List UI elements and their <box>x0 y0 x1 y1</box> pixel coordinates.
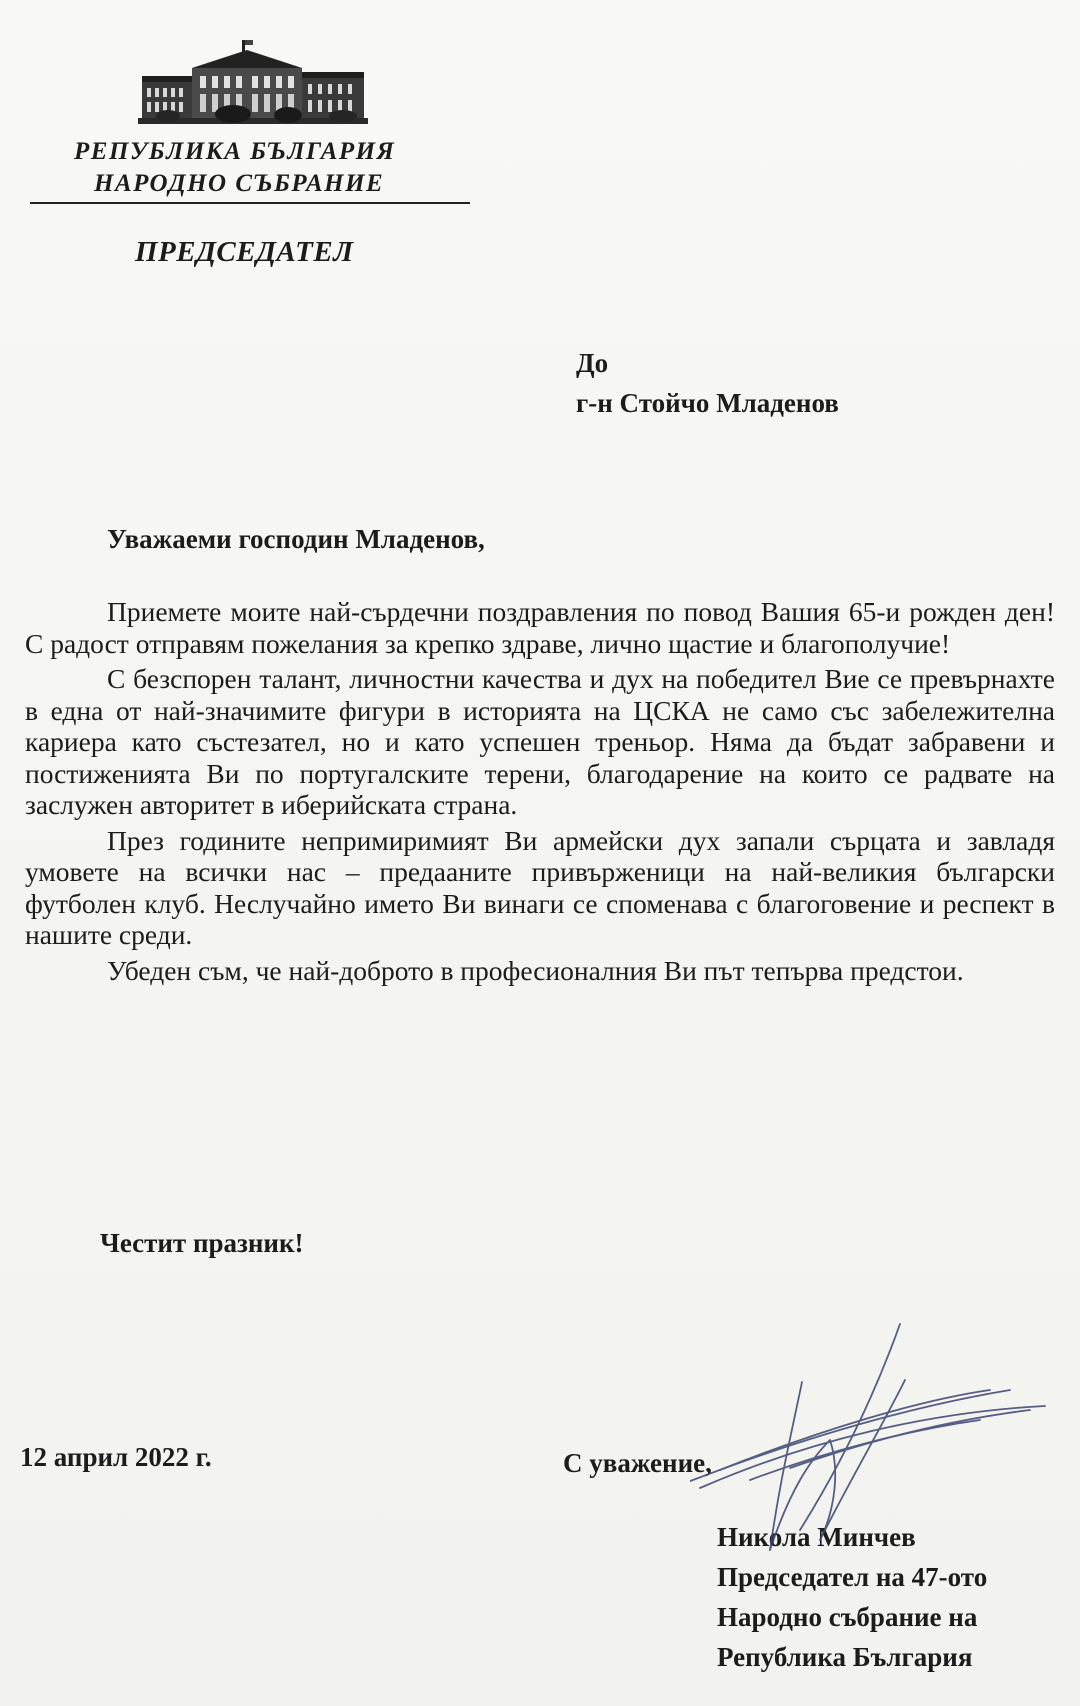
letterhead-institution: НАРОДНО СЪБРАНИЕ <box>94 170 385 197</box>
body-paragraph: През годините непримиримият Ви армейски дух запали сърцата и завладя умовете на всички нас – предаaните привърженици на най-великия български футболен клуб. Неслучайно името Ви винаги се споменава с благоговение и респект в нашите среди. <box>25 824 1055 950</box>
signer-title: Председател на 47-ото <box>717 1562 988 1592</box>
parliament-building-icon <box>138 38 368 130</box>
addressee-name: г-н Стойчо Младенов <box>576 388 839 418</box>
addressee-to: До <box>576 348 609 378</box>
body-paragraph: Приемете моите най-сърдечни поздравления по повод Вашия 65-и рожден ден! С радост отправям пожелания за крепко здраве, лично щастие и благополучие! <box>25 596 1055 659</box>
letterhead-country: РЕПУБЛИКА БЪЛГАРИЯ <box>74 138 396 165</box>
body-paragraph: С безспорен талант, личностни качества и дух на победител Вие се превърнахте в една от най-значимите фигури в историята на ЦСКА не само със забележителна кариера като състезател, но и като успешен треньор. Няма да бъдат забравени и постиженията Ви по португалските терени, благодарение на които се радвате на заслужен авторитет в иберийската страна. <box>25 663 1055 820</box>
letter-date: 12 април 2022 г. <box>20 1442 212 1472</box>
body-paragraph: Убеден съм, че най-доброто в професионалния Ви път тепърва предстои. <box>107 954 964 986</box>
signer-title: Народно събрание на <box>717 1602 978 1632</box>
signer-title: Република България <box>717 1642 973 1672</box>
salutation: Уважаеми господин Младенов, <box>107 524 485 554</box>
letterhead-divider <box>30 202 470 204</box>
closing-greeting: Честит празник! <box>100 1228 304 1258</box>
letter-body <box>25 596 1055 990</box>
signer-name: Никола Минчев <box>717 1522 916 1552</box>
closing-phrase: С уважение, <box>563 1448 712 1478</box>
letterhead-position: ПРЕДСЕДАТЕЛ <box>135 236 354 268</box>
